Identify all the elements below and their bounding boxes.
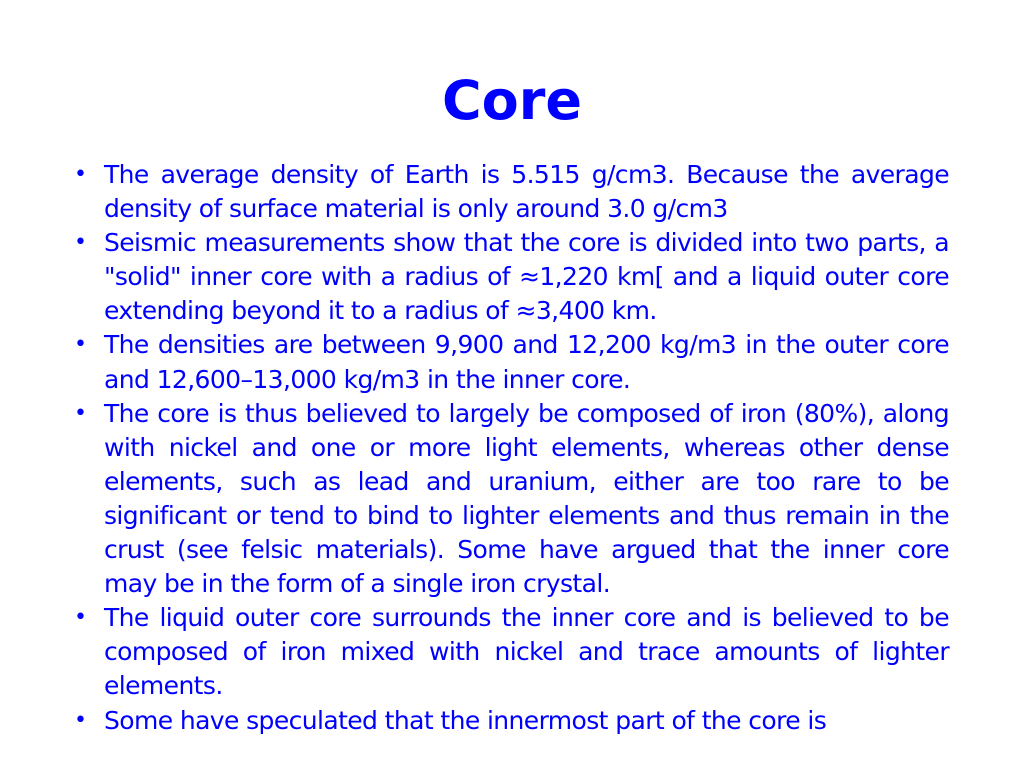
bullet-icon: • [74, 707, 87, 733]
list-item [74, 158, 949, 226]
bullet-list [74, 158, 949, 738]
list-item [74, 601, 949, 703]
bullet-icon: • [74, 230, 87, 256]
bullet-text: The core is thus believed to largely be composed of iron (80%), along with nickel and one or more light elements, whereas other dense elements, such as lead and uranium, either are too rare to be significant or tend to bind to lighter elements and thus remain in the crust (see felsic materials). Some have argued that the inner core may be in the form of a single iron crystal. [104, 398, 949, 599]
bullet-icon: • [74, 605, 87, 631]
bullet-text: The liquid outer core surrounds the inner core and is believed to be composed of iron mixed with nickel and trace amounts of lighter elements. [104, 603, 949, 701]
bullet-text: The densities are between 9,900 and 12,200 kg/m3 in the outer core and 12,600–13,000 kg/m3 in the inner core. [104, 330, 949, 394]
bullet-icon: • [74, 400, 87, 426]
list-item [74, 704, 949, 738]
list-item [74, 328, 949, 396]
list-item [74, 397, 949, 602]
bullet-text: Some have speculated that the innermost part of the core is [104, 705, 827, 735]
slide-title: Core [442, 69, 582, 132]
bullet-icon: • [74, 332, 87, 358]
list-item [74, 226, 949, 328]
bullet-text: The average density of Earth is 5.515 g/cm3. Because the average density of surface material is only around 3.0 g/cm3 [104, 160, 949, 224]
bullet-text: Seismic measurements show that the core is divided into two parts, a "solid" inner core with a radius of ≈1,220 km[ and a liquid outer core extending beyond it to a radius of ≈3,400 km. [104, 228, 949, 326]
bullet-icon: • [74, 162, 87, 187]
